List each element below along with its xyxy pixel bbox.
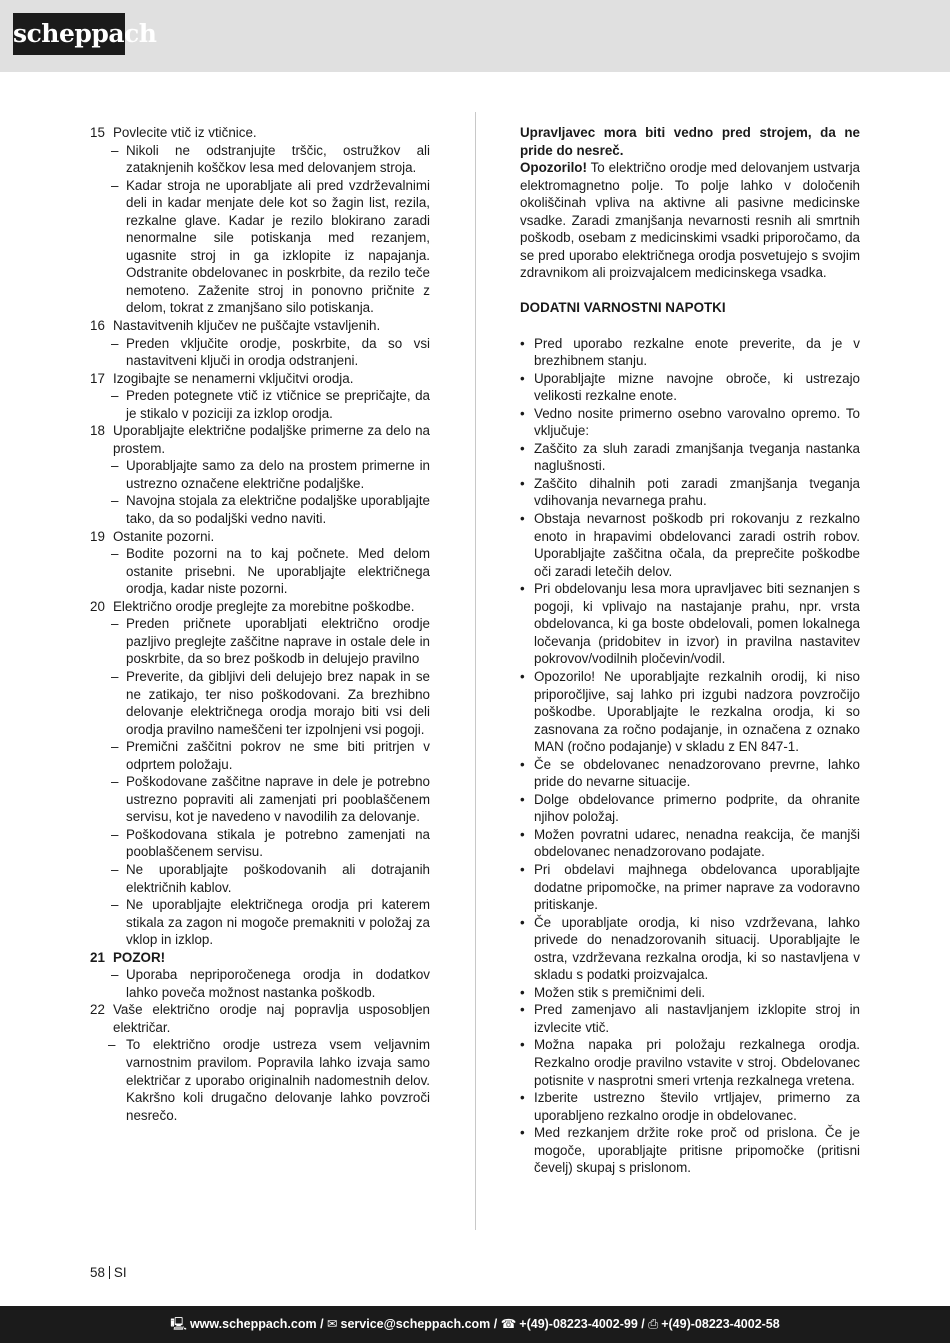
sub-item: – Preverite, da gibljivi deli delujejo brez napak in se ne zatikajo, ter niso poškodovani. Za brezhibno delovanje električnega orodja morajo biti vsi deli orodja pravilno nameščeni ter izpolnjeni vsi pogoji.: [111, 668, 430, 737]
bullet-text: Možen povratni udarec, nenadna reakcija, če manjši obdelovanec nenadzorovano podajate.: [534, 826, 860, 860]
bullet-item: • Možna napaka pri položaju rezkalnega orodja. Rezkalno orodje pravilno vstavite v stroj. Obdelovanec potisnite v nasprotni smeri vrtenja rezkalnega vretena.: [520, 1037, 860, 1088]
page-number-value: 58: [90, 1265, 105, 1280]
item-number: 17: [90, 370, 105, 386]
sub-item: – To električno orodje ustreza vsem veljavnim varnostnim pravilom. Popravila lahko izvaja samo električar z uporabo originalnih nadomestnih delov. Kakršno koli drugačno delovanje lahko povzroči nesrečo.: [108, 1037, 430, 1123]
sub-item: – Kadar stroja ne uporabljate ali pred vzdrževalnimi deli in kadar menjate dele kot so žagin list, rezila, rezkalne glave. Kadar je rezilo blokirano zaradi nenormalne sile potiskanja med rezanjem, ugasnite stroj in ga izklopite iz napajanja. Odstranite obdelovanec in poskrbite, da rezilo teče nemoteno. Zaženite stroj in ponovno pričnite z delom, tokrat z zmanjšano silo potiskanja.: [111, 177, 430, 316]
phone-icon: ☎: [500, 1317, 517, 1331]
sub-item-text: To električno orodje ustreza vsem veljavnim varnostnim pravilom. Popravila lahko izvaja samo električar z uporabo originalnih nadomestnih delov. Kakršno koli drugačno delovanje lahko povzroči nesrečo.: [126, 1037, 430, 1123]
footer-fax: +(49)-08223-4002-58: [661, 1317, 780, 1331]
sub-item: – Preden pričnete uporabljati električno orodje pazljivo preglejte zaščitne naprave in ostale dele in poskrbite, da so brez poškodb in delujejo pravilno: [111, 616, 430, 667]
page-language: SI: [113, 1265, 127, 1280]
sub-item: – Uporaba nepriporočenega orodja in dodatkov lahko poveča možnost nastanka poškodb.: [111, 967, 430, 1000]
sub-item-text: Navojna stojala za električne podaljške uporabljajte tako, da so podaljški vedno naviti.: [126, 493, 430, 527]
bullet-text: Če uporabljate orodja, ki niso vzdrževana, lahko privede do nenadzorovanih situacij. Uporabljajte le ostra, vzdrževana rezkalna orodja, ki so nastavljena v skladu s podatki proizvajalca.: [534, 914, 860, 983]
email-icon: ✉: [327, 1317, 338, 1331]
sub-item-text: Poškodovana stikala je potrebno zamenjati na pooblaščenem servisu.: [126, 826, 430, 860]
item-text: Električno orodje preglejte za morebitne poškodbe.: [113, 598, 415, 614]
bullet-item: • Uporabljajte mizne navojne obroče, ki ustrezajo velikosti rezkalne enote.: [520, 370, 860, 404]
sub-item-text: Kadar stroja ne uporabljate ali pred vzdrževalnimi deli in kadar menjate dele kot so žagin list, rezila, rezkalne glave. Kadar je rezilo blokirano zaradi nenormalne sile potiskanja med rezanjem, ugasnite stroj in ga izklopite iz napajanja. Odstranite obdelovanec in poskrbite, da rezilo teče nemoteno. Zaženite stroj in ponovno pričnite z delom, tokrat z zmanjšano silo potiskanja.: [126, 177, 430, 316]
section-heading: DODATNI VARNOSTNI NAPOTKI: [520, 300, 726, 316]
bullet-list: [520, 335, 860, 1177]
intro-bold-text: Upravljavec mora biti vedno pred strojem, da ne pride do nesreč.: [520, 125, 860, 158]
numbered-item: [90, 124, 430, 142]
bullet-text: Pred uporabo rezkalne enote preverite, da je v brezhibnem stanju.: [534, 335, 860, 369]
bullet-item: • Možen povratni udarec, nenadna reakcija, če manjši obdelovanec nenadzorovano podajate.: [520, 826, 860, 860]
sub-item-text: Ne uporabljajte poškodovanih ali dotrajanih električnih kablov.: [126, 861, 430, 895]
bullet-item: • Če uporabljate orodja, ki niso vzdrževana, lahko privede do nenadzorovanih situacij. Uporabljajte le ostra, vzdrževana rezkalna orodja, ki so nastavljena v skladu s podatki proizvajalca.: [520, 914, 860, 983]
bullet-item: • Obstaja nevarnost poškodb pri rokovanju z rezkalno enoto in hrapavimi obdelovanci zaradi ostrih robov. Uporabljajte zaščitna očala, da preprečite poškodbe oči zaradi letečih delov.: [520, 511, 860, 579]
scheppach-logo: scheppach: [13, 13, 125, 55]
sub-item-text: Bodite pozorni na to kaj počnete. Med delom ostanite prisebni. Ne uporabljajte električnega orodja, kadar niste pozorni.: [126, 546, 430, 597]
bullet-text: Če se obdelovanec nenadzorovano prevrne, lahko pride do nevarne situacije.: [534, 756, 860, 790]
footer-bar: 🖳 www.scheppach.com / ✉ service@scheppach.com / ☎ +(49)-08223-4002-99 / ⎙ +(49)-08223-4002-58: [0, 1306, 950, 1343]
right-column: [520, 124, 860, 1177]
bullet-item: • Zaščito za sluh zaradi zmanjšanja tveganja nastanka naglušnosti.: [520, 440, 860, 474]
item-number: 21: [90, 949, 105, 965]
numbered-item: [90, 598, 430, 616]
bullet-item: • Zaščito dihalnih poti zaradi zmanjšanja tveganja vdihovanja nevarnega prahu.: [520, 475, 860, 509]
sub-item: – Bodite pozorni na to kaj počnete. Med delom ostanite prisebni. Ne uporabljajte električnega orodja, kadar niste pozorni.: [111, 546, 430, 597]
sub-item-text: Ne uporabljajte električnega orodja pri katerem stikala za zagon ni mogoče premakniti v položaj za vklop in izklop.: [126, 897, 430, 948]
bullet-item: • Opozorilo! Ne uporabljajte rezkalnih orodij, ki niso priporočljive, saj lahko pri izgubi nadzora povzročijo poškodbe. Uporabljajte le rezkalna orodja, ki so zasnovana za ročno podajanje, in označena z oznako MAN (ročno podajanje) v skladu z EN 847-1.: [520, 668, 860, 755]
warning-paragraph: [520, 159, 860, 282]
bullet-text: Uporabljajte mizne navojne obroče, ki ustrezajo velikosti rezkalne enote.: [534, 370, 860, 404]
item-text: Ostanite pozorni.: [113, 528, 215, 544]
sub-item-text: Premični zaščitni pokrov ne sme biti pritrjen v odprtem položaju.: [126, 739, 430, 772]
warning-text: To električno orodje med delovanjem ustvarja elektromagnetno polje. To polje lahko v določenih okoliščinah vpliva na aktivne ali pasivne medicinske vsadke. Zaradi zmanjšanja nevarnosti resnih ali smrtnih poškodb, osebam z medicinskimi vsadki priporočamo, da se pred uporabo električnega orodja posvetujejo s svojim zdravnikom ali proizvajalcem medicinskega vsadka.: [520, 160, 860, 281]
footer-email[interactable]: service@scheppach.com: [340, 1317, 491, 1331]
item-text: POZOR!: [113, 949, 166, 965]
bullet-text: Zaščito dihalnih poti zaradi zmanjšanja tveganja vdihovanja nevarnega prahu.: [534, 475, 860, 509]
bullet-text: Izberite ustrezno število vrtljajev, primerno za uporabljeno rezkalno orodje in obdelovanec.: [534, 1090, 860, 1123]
sub-item: – Premični zaščitni pokrov ne sme biti pritrjen v odprtem položaju.: [111, 739, 430, 772]
bullet-text: Pri obdelavi majhnega obdelovanca uporabljajte dodatne pripomočke, na primer naprave za vodoravno pritiskanje.: [534, 861, 860, 913]
sub-item-text: Poškodovane zaščitne naprave in dele je potrebno ustrezno popraviti ali zamenjati pri pooblaščenem servisu, kot je navedeno v navodilih za delovanje.: [126, 774, 430, 825]
bullet-text: Vedno nosite primerno osebno varovalno opremo. To vključuje:: [534, 405, 860, 439]
sub-item: – Ne uporabljajte poškodovanih ali dotrajanih električnih kablov.: [111, 861, 430, 895]
sub-item-text: Preverite, da gibljivi deli delujejo brez napak in se ne zatikajo, ter niso poškodovani. Za brezhibno delovanje električnega orodja morajo biti vsi deli orodja pravilno nameščeni ter izpolnjeni vsi pogoji.: [126, 668, 430, 737]
sub-item: – Poškodovane zaščitne naprave in dele je potrebno ustrezno popraviti ali zamenjati pri pooblaščenem servisu, kot je navedeno v navodilih za delovanje.: [111, 774, 430, 825]
bullet-item: • Če se obdelovanec nenadzorovano prevrne, lahko pride do nevarne situacije.: [520, 756, 860, 790]
bullet-text: Pri obdelovanju lesa mora upravljavec biti seznanjen s pogoji, ki vplivajo na nastajanje prahu, npr. vrsta obdelovanca, ki ga boste obdelovali, pomen lokalnega ločevanja (pridobitev in izvor) in pravilna nastavitev pokrovov/vodilnih pločevin/vodil.: [534, 581, 860, 667]
bullet-text: Možna napaka pri položaju rezkalnega orodja. Rezkalno orodje pravilno vstavite v stroj. Obdelovanec potisnite v nasprotni smeri vrtenja rezkalnega vretena.: [534, 1037, 860, 1088]
footer-web[interactable]: www.scheppach.com: [189, 1317, 317, 1331]
sub-item-text: Preden vključite orodje, poskrbite, da so vsi nastavitveni ključi in orodja odstranjeni.: [126, 335, 430, 369]
warning-label: Opozorilo!: [520, 160, 587, 176]
fax-icon: ⎙: [648, 1317, 659, 1331]
sub-item-text: Nikoli ne odstranjujte trščic, ostružkov ali zataknjenih koščkov lesa med delovanjem stroja.: [126, 142, 430, 176]
sub-item: – Ne uporabljajte električnega orodja pri katerem stikala za zagon ni mogoče premakniti v položaj za vklop in izklop.: [111, 897, 430, 948]
numbered-item: [90, 528, 430, 546]
sub-item: – Poškodovana stikala je potrebno zamenjati na pooblaščenem servisu.: [111, 826, 430, 860]
left-column: [90, 124, 430, 1124]
bullet-text: Opozorilo! Ne uporabljajte rezkalnih orodij, ki niso priporočljive, saj lahko pri izgubi nadzora povzročijo poškodbe. Uporabljajte le rezkalna orodja, ki so zasnovana za ročno podajanje, in označena z oznako MAN (ročno podajanje) v skladu z EN 847-1.: [534, 668, 860, 755]
item-number: 19: [90, 528, 105, 544]
bullet-item: • Možen stik s premičnimi deli.: [520, 984, 706, 1000]
sub-item: – Preden potegnete vtič iz vtičnice se prepričajte, da je stikalo v poziciji za izklop orodja.: [111, 388, 430, 421]
item-number: 16: [90, 318, 105, 334]
footer-phone: +(49)-08223-4002-99: [519, 1317, 638, 1331]
bullet-item: • Pri obdelovanju lesa mora upravljavec biti seznanjen s pogoji, ki vplivajo na nastajanje prahu, npr. vrsta obdelovanca, ki ga boste obdelovali, pomen lokalnega ločevanja (pridobitev in izvor) in pravilna nastavitev pokrovov/vodilnih pločevin/vodil.: [520, 581, 860, 667]
numbered-item: [90, 422, 430, 457]
item-text: Izogibajte se nenamerni vključitvi orodja.: [113, 370, 354, 386]
sub-item: – Preden vključite orodje, poskrbite, da so vsi nastavitveni ključi in orodja odstranjeni.: [111, 335, 430, 369]
header-bar: [0, 0, 950, 72]
sub-item: – Navojna stojala za električne podaljške uporabljajte tako, da so podaljški vedno naviti.: [111, 493, 430, 527]
sub-item: – Uporabljajte samo za delo na prostem primerne in ustrezno označene električne podaljške.: [111, 458, 430, 491]
sub-item-text: Preden potegnete vtič iz vtičnice se prepričajte, da je stikalo v poziciji za izklop orodja.: [126, 388, 430, 421]
bullet-item: • Vedno nosite primerno osebno varovalno opremo. To vključuje:: [520, 405, 860, 439]
item-text: Nastavitvenih ključev ne puščajte vstavljenih.: [113, 318, 381, 334]
computer-icon: 🖳: [170, 1317, 187, 1331]
item-text: Uporabljajte električne podaljške primerne za delo na prostem.: [113, 423, 430, 456]
item-number: 15: [90, 125, 105, 140]
bullet-text: Možen stik s premičnimi deli.: [534, 984, 706, 1000]
bullet-item: • Pri obdelavi majhnega obdelovanca uporabljajte dodatne pripomočke, na primer naprave za vodoravno pritiskanje.: [520, 861, 860, 913]
bullet-text: Zaščito za sluh zaradi zmanjšanja tveganja nastanka naglušnosti.: [534, 440, 860, 474]
bullet-item: • Pred zamenjavo ali nastavljanjem izklopite stroj in izvlecite vtič.: [520, 1002, 860, 1035]
bullet-text: Dolge obdelovance primerno podprite, da ohranite njihov položaj.: [534, 791, 860, 825]
numbered-item: [90, 1001, 430, 1036]
numbered-item: [90, 317, 430, 335]
sub-item-text: Uporaba nepriporočenega orodja in dodatkov lahko poveča možnost nastanka poškodb.: [126, 967, 430, 1000]
item-number: 18: [90, 423, 105, 439]
numbered-item: [90, 949, 430, 967]
item-text: Povlecite vtič iz vtičnice.: [113, 125, 257, 140]
bullet-text: Med rezkanjem držite roke proč od prislona. Če je mogoče, uporabljajte pritisne pripomočke (pritisni čevelj) skupaj s prislonom.: [534, 1125, 860, 1176]
bullet-text: Pred zamenjavo ali nastavljanjem izklopite stroj in izvlecite vtič.: [534, 1002, 860, 1035]
bullet-item: • Pred uporabo rezkalne enote preverite, da je v brezhibnem stanju.: [520, 335, 860, 369]
column-divider: [475, 112, 476, 1230]
item-number: 22: [90, 1002, 105, 1018]
bullet-item: • Izberite ustrezno število vrtljajev, primerno za uporabljeno rezkalno orodje in obdelovanec.: [520, 1090, 860, 1123]
item-text: Vaše električno orodje naj popravlja usposobljen električar.: [113, 1002, 430, 1035]
item-number: 20: [90, 598, 105, 614]
page-number: [90, 1265, 127, 1280]
sub-item: – Nikoli ne odstranjujte trščic, ostružkov ali zataknjenih koščkov lesa med delovanjem stroja.: [111, 142, 430, 176]
sub-item-text: Uporabljajte samo za delo na prostem primerne in ustrezno označene električne podaljške.: [126, 458, 430, 491]
bullet-item: • Dolge obdelovance primerno podprite, da ohranite njihov položaj.: [520, 791, 860, 825]
bullet-item: • Med rezkanjem držite roke proč od prislona. Če je mogoče, uporabljajte pritisne pripomočke (pritisni čevelj) skupaj s prislonom.: [520, 1125, 860, 1176]
sub-item-text: Preden pričnete uporabljati električno orodje pazljivo preglejte zaščitne naprave in ostale dele in poskrbite, da so brez poškodb in delujejo pravilno: [126, 616, 430, 667]
bullet-text: Obstaja nevarnost poškodb pri rokovanju z rezkalno enoto in hrapavimi obdelovanci zaradi ostrih robov. Uporabljajte zaščitna očala, da preprečite poškodbe oči zaradi letečih delov.: [534, 511, 860, 579]
numbered-item: [90, 370, 430, 388]
